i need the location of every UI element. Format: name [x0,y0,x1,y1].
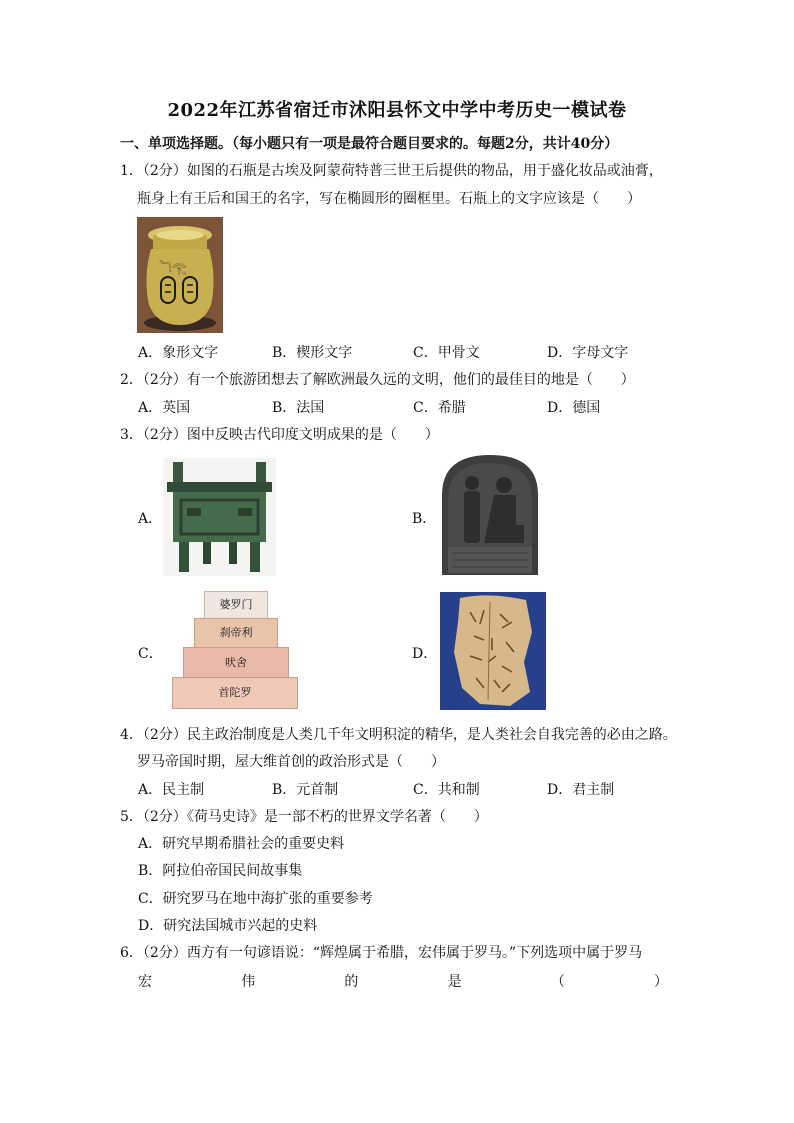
pyramid-level-4: 首陀罗 [172,677,298,709]
stone-jar-image [137,217,223,333]
q5-option-a[interactable]: A．研究早期希腊社会的重要史料 [138,836,345,852]
pyramid-level-3: 吠舍 [183,647,289,678]
q3-label-d[interactable]: D． [412,646,438,662]
q3-label-b[interactable]: B． [412,511,437,527]
q6-word-3: 的 [344,974,359,990]
q3-label-c[interactable]: C． [138,646,163,662]
svg-text:𓆓𓂀: 𓆓𓂀 [159,261,187,275]
pyramid-level-1: 婆罗门 [204,591,268,619]
q6-stem-line2 [138,971,668,991]
q5-stem: 5．（2分）《荷马史诗》是一部不朽的世界文学名著（ ） [120,809,488,825]
hammurabi-stele-image[interactable] [438,455,542,575]
q4-option-a[interactable]: A．民主制 [138,782,205,798]
q2-option-c[interactable]: C．希腊 [413,400,466,416]
pyramid-level-2: 刹帝利 [194,618,278,648]
q5-option-c[interactable]: C．研究罗马在地中海扩张的重要参考 [138,891,373,907]
q1-option-a[interactable]: A．象形文字 [138,345,219,361]
oracle-bone-image[interactable] [440,592,546,710]
q6-word-4: 是 [447,974,462,990]
q1-stem-line2: 瓶身上有王后和国王的名字，写在椭圆形的圈框里。石瓶上的文字应该是（ ） [137,191,641,207]
section-heading: 一、单项选择题。（每小题只有一项是最符合题目要求的。每题2分，共计40分） [120,136,619,152]
q4-option-c[interactable]: C．共和制 [413,782,480,798]
q2-option-b[interactable]: B．法国 [272,400,325,416]
q3-label-a[interactable]: A． [138,511,163,527]
q2-option-a[interactable]: A．英国 [138,400,191,416]
q5-option-d[interactable]: D．研究法国城市兴起的史料 [138,918,318,934]
q4-option-b[interactable]: B．元首制 [272,782,339,798]
q5-option-b[interactable]: B．阿拉伯帝国民间故事集 [138,863,303,879]
caste-pyramid-image[interactable] [170,591,300,710]
q4-option-d[interactable]: D．君主制 [547,782,615,798]
page-title: 2022年江苏省宿迁市沭阳县怀文中学中考历史一模试卷 [167,100,627,121]
q1-option-d[interactable]: D．字母文字 [547,345,629,361]
q6-word-2: 伟 [241,974,256,990]
q2-option-d[interactable]: D．德国 [547,400,601,416]
bronze-ding-image[interactable] [163,458,276,576]
q6-paren-close: ） [653,974,668,990]
q1-option-b[interactable]: B．楔形文字 [272,345,353,361]
q6-paren-open: （ [550,974,565,990]
q6-stem-line1: 6．（2分）西方有一句谚语说：“辉煌属于希腊，宏伟属于罗马。”下列选项中属于罗马 [120,945,643,961]
q2-stem: 2．（2分）有一个旅游团想去了解欧洲最久远的文明，他们的最佳目的地是（ ） [120,372,635,388]
q3-stem: 3．（2分）图中反映古代印度文明成果的是（ ） [120,427,439,443]
q4-stem-line2: 罗马帝国时期，屋大维首创的政治形式是（ ） [137,754,445,770]
q6-word-1: 宏 [138,974,152,990]
q1-stem-line1: 1．（2分）如图的石瓶是古埃及阿蒙荷特普三世王后提供的物品，用于盛化妆品或油膏， [120,163,663,179]
q1-option-c[interactable]: C．甲骨文 [413,345,480,361]
q4-stem-line1: 4．（2分）民主政治制度是人类几千年文明积淀的精华，是人类社会自我完善的必由之路。 [120,727,677,743]
